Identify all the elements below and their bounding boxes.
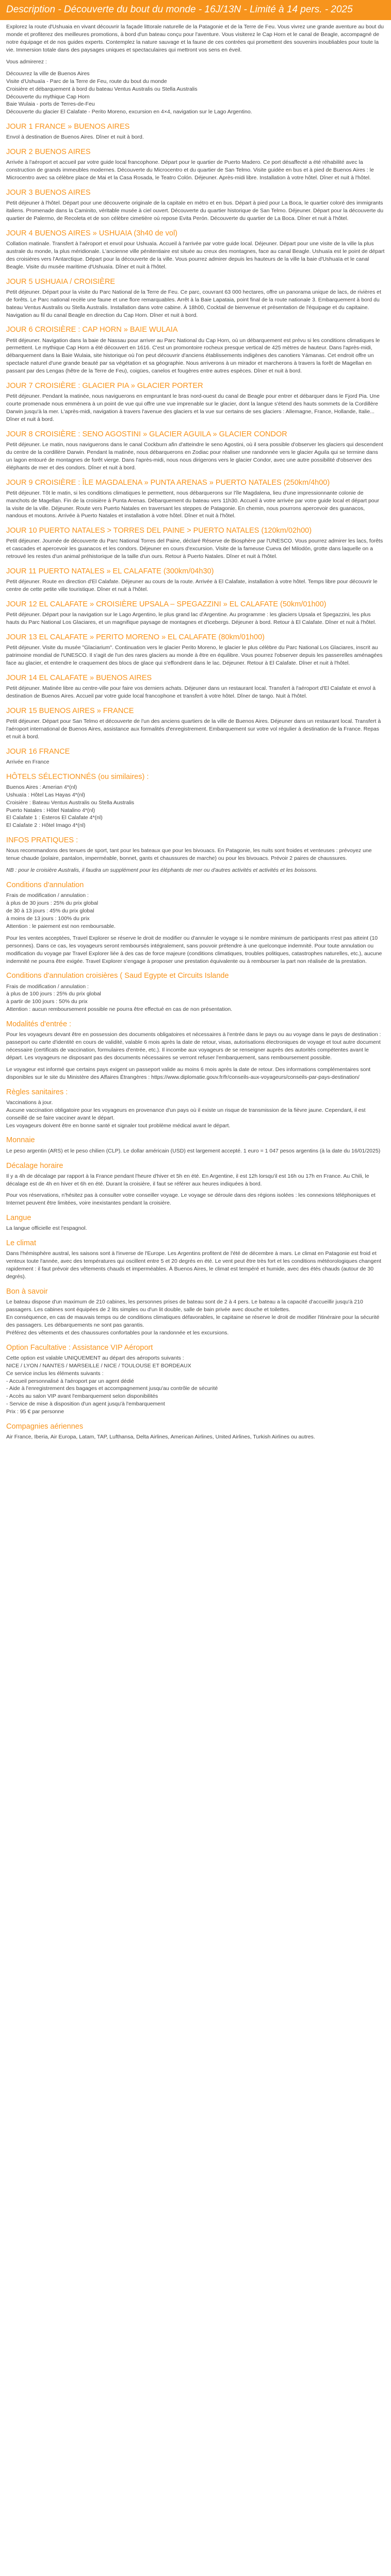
day-title: JOUR 8 CROISIÈRE : SENO AGOSTINI » GLACIER AGUILA » GLACIER CONDOR: [6, 430, 287, 438]
language-title: Langue: [6, 1214, 31, 1223]
payment-title: Modalités d'entrée :: [6, 1020, 72, 1029]
day-text: Arrivée en France: [6, 758, 50, 765]
day-text: Envol à destination de Buenos Aires. Dîner et nuit à bord.: [6, 134, 144, 141]
day-title: JOUR 6 CROISIÈRE : CAP HORN » BAIE WULAIA: [6, 326, 178, 334]
options-title: Option Facultative : Assistance VIP Aéroport: [6, 1343, 153, 1352]
day-title: JOUR 15 BUENOS AIRES » FRANCE: [6, 706, 134, 715]
day-title: JOUR 1 FRANCE » BUENOS AIRES: [6, 123, 130, 131]
day-title: JOUR 13 EL CALAFATE » PERITO MORENO » EL CALAFATE (80km/01h00): [6, 633, 265, 642]
day-title: JOUR 5 USHUAIA / CROISIÈRE: [6, 277, 116, 286]
hotels-title: HÔTELS SÉLECTIONNÉS (ou similaires) :: [6, 772, 149, 781]
day-title: JOUR 16 FRANCE: [6, 747, 70, 756]
practical-text: Nous recommandons des tenues de sport, tant pour les bateaux que pour les bivouacs. En Patagonie, les nuits sont froides et venteuses : prévoyez une tenue chaude (polaire, pantalon, imperméable, bonnet, gants et chaussures de marche) ou pour les bivouacs. Prévoir 2 paires de chaussures.: [6, 848, 372, 862]
language-text: La langue officielle est l'espagnol.: [6, 1225, 87, 1232]
good-to-know-text: Le bateau dispose d'un maximum de 210 cabines, les personnes prises de bateau sont de 2 à 4 pers. Le bateau a la capacité d'accueillir jusqu'à 210 passagers. Les cabines sont équipées de 2 lits simples ou d'un lit double, salle de bain privée avec douche et toilettes. En conséquence, en cas de mauvais temps ou de conditions climatiques défavorables, le capitaine se réserve le droit de modifier l'itinéraire pour la sécurité des passagers. Les débarquements ne sont pas garantis. Préférez des vêtements et des chaussures confortables pour la randonnée et les excursions.: [6, 1299, 380, 1336]
sales-title: Conditions d'annulation: [6, 881, 84, 890]
day-text: Arrivée à l'aéroport et accueil par votre guide local francophone. Départ pour le quartier de Puerto Madero. Ce port désaffecté a été réhabilité avec la construction de grands immeubles modernes. Découverte du Microcentro et du quartier de San Telmo. Visite guidée en bus et à pied de Buenos Aires : le Microcentro avec sa célèbre place de Mai et la Casa Rosada, le Teatro Colón. Déjeuner. Après-midi libre. Installation à votre hôtel. Dîner et nuit à l'hôtel.: [6, 159, 374, 181]
day-text: Petit déjeuner. Le matin, nous naviguerons dans le canal Cockburn afin d'atteindre le seno Agostini, où il sera possible d'observer les glaciers qui descendent du centre de la cordillère Darwin. Pendant la matinée, nous débarquerons en Zodiac pour réaliser une randonnée vers le glacier Aguila qui se termine dans un lagon entouré de montagnes de forêt vierge. Dans l'après-midi, nous nous dirigerons vers le glacier Condor, avec une autre possibilité d'observer des éléphants de mer et des condors. Dîner et nuit à bord.: [6, 441, 383, 471]
day-title: JOUR 4 BUENOS AIRES » USHUAIA (3h40 de vol): [6, 229, 178, 238]
practical-note: NB : pour le croisière Australis, il faudra un supplément pour les éléphants de mer ou d'autres activités et activités et les boissons.: [6, 867, 318, 874]
companies-title: Compagnies aériennes: [6, 1422, 84, 1431]
day-title: JOUR 2 BUENOS AIRES: [6, 148, 91, 157]
route-list: Découvrez la ville de Buenos Aires Visite d'Ushuaïa - Parc de la Terre de Feu, route du bout du monde Croisière et débarquement à bord du bateau Ventus Australis ou Stella Australis Découverte du mythique Cap Horn Baie Wulaia - ports de Terres-de-Feu Découverte du glacier El Calafate - Perito Moreno, excursion en 4×4, navigation sur le Lago Argentino.: [6, 70, 252, 115]
day-text: Petit déjeuner. Matinée libre au centre-ville pour faire vos derniers achats. Déjeuner dans un restaurant local. Transfert à l'aéroport d'El Calafate et envol à destination de Buenos Aires. Accueil par votre guide local francophone et transfert à votre hôtel. Dîner de tango. Nuit à l'hôtel.: [6, 685, 376, 699]
day-text: Petit déjeuner. Pendant la matinée, nous naviguerons en empruntant le bras nord-ouest du canal de Beagle pour entrer et débarquer dans le Fjord Pia. Une courte promenade nous emmènera à un point de vue qui offre une vue imprenable sur le glacier, dont la langue s'étend des hauts sommets de la Cordillère Darwin jusqu'à la mer. L'après-midi, navigation à travers l'avenue des glaciers et la vue sur certains de ses glaciers : Allemagne, France, Hollande, Italie... Dîner et nuit à bord.: [6, 393, 380, 422]
payment-text: Pour les voyageurs devant être en possession des documents obligatoires et nécessaires à l'entrée dans le pays ou au voyage dans le pays de destination : passeport ou carte d'identité en cours de validité, valable 6 mois après la date de retour, visas, autorisations électroniques de voyage et tout autre document nécessaire (certificats de vaccination, formulaires d'entrée, etc.). Il incombe aux voyageurs de se renseigner auprès des autorités compétentes avant le départ. Les voyageurs ne disposant pas des documents nécessaires se verront refuser l'embarquement, sans remboursement possible.: [6, 1031, 381, 1061]
timezone-title: Décalage horaire: [6, 1161, 63, 1170]
day-title: JOUR 11 PUERTO NATALES » EL CALAFATE (300km/04h30): [6, 567, 214, 576]
day-title: JOUR 9 CROISIÈRE : ÎLE MAGDALENA » PUNTA ARENAS » PUERTO NATALES (250km/4h00): [6, 478, 330, 487]
day-title: JOUR 7 CROISIÈRE : GLACIER PIA » GLACIER PORTER: [6, 382, 203, 391]
timezone-text: Il y a 4h de décalage par rapport à la France pendant l'heure d'hiver et 5h en été. En Argentine, il est 12h lorsqu'il est 16h ou 17h en France. Au Chili, le décalage est de 4h en hiver et 6h en été. Durant la croisière, il faut se référer aux heures indiquées à bord.: [6, 1173, 369, 1187]
day-text: Petit déjeuner. Route en direction d'El Calafate. Déjeuner au cours de la route. Arrivée à El Calafate, installation à votre hôtel. Temps libre pour découvrir le centre de cette petite ville touristique. Dîner et nuit à l'hôtel.: [6, 579, 378, 593]
companies-text: Air France, Iberia, Air Europa, Latam, TAP, Lufthansa, Delta Airlines, American Airlines, United Airlines, Turkish Airlines ou autres.: [6, 1434, 315, 1440]
day-title: JOUR 12 EL CALAFATE » CROISIÈRE UPSALA – SPEGAZZINI » EL CALAFATE (50km/01h00): [6, 600, 327, 609]
timezone-extra: Pour vos réservations, n'hésitez pas à consulter votre conseiller voyage. Le voyage se déroule dans des régions isolées : les connexions téléphoniques et Internet peuvent être limitées, voire inexistantes pendant la croisière.: [6, 1192, 376, 1207]
hotels-text: Buenos Aires : Amerian 4*(nl) Ushuaïa : Hôtel Las Hayas 4*(nl) Croisière : Bateau Ventus Australis ou Stella Australis Puerto Natales : Hôtel Natalino 4*(nl) El Calafate 1 : Esteros El Calafate 4*(nl) El Calafate 2 : Hôtel Imago 4*(nl): [6, 784, 135, 829]
currency-text: Le peso argentin (ARS) et le peso chilien (CLP). Le dollar américain (USD) est largement accepté. 1 euro = 1 047 pesos argentins (à la date du 16/01/2025): [6, 1147, 381, 1154]
options-text: Cette option est valable UNIQUEMENT au départ des aéroports suivants : NICE / LYON / NANTES / MARSEILLE / NICE / TOULOUSE ET BORDEAUX Ce service inclus les éléments suivants : - Accueil personnalisé à l'aéroport par un agent dédié - Aide à l'enregistrement des bagages et accompagnement jusqu'au contrôle de sécurité - Accès au salon VIP avant l'embarquement selon disponibilités - Service de mise à disposition d'un agent jusqu'à l'embarquement Prix : 95 € par personne: [6, 1354, 218, 1415]
sales-text: Frais de modification / annulation : à plus de 30 jours : 25% du prix global de 30 à 13 jours : 45% du prix global à moins de 13 jours : 100% du prix Attention : le paiement est non remboursable.: [6, 892, 116, 929]
day-text: Petit déjeuner. Navigation dans la baie de Nassau pour arriver au Parc National du Cap Horn, où un débarquement est prévu si les conditions climatiques le permettent. Le mythique Cap Horn a été découvert en 1616. C'est un promontoire rocheux presque vertical de 425 mètres de hauteur. Dans l'après-midi, débarquement dans la Baie Wulaia, site historique où l'on peut découvrir d'anciens établissements indigènes des canotiers Yámanas. Cet endroit offre un spectacle naturel d'une grande beauté par sa végétation et sa géographie. Nous arriverons à un mirador et marcherons à travers la forêt de Magellan en passant par des Lengas (hêtre de la Terre de Feu), coigües, canelos et fougères entre autres espèces. Dîner et nuit à bord.: [6, 337, 380, 375]
day-text: Petit déjeuner à l'hôtel. Départ pour une découverte originale de la capitale en métro et en bus. Départ à pied pour La Boca, le quartier coloré des immigrants italiens. Promenade dans la Caminito, véritable musée à ciel ouvert. Découverte du quartier historique de San Telmo. Déjeuner. Départ pour la découverte du quartier de Palermo, de Recoleta et de son célèbre cimetière où repose Evita Perón. Découverte du quartier de La Boca. Dîner et nuit à l'hôtel.: [6, 200, 384, 222]
page-header: [0, 0, 391, 20]
page-title: Description - Découverte du bout du monde - 16J/13N - Limité à 14 pers. - 2025: [6, 4, 353, 15]
day-text: Petit déjeuner. Départ pour la navigation sur le Lago Argentino, le plus grand lac d'Argentine. Au programme : les glaciers Upsala et Spegazzini, les plus hauts du Parc National Los Glaciares, et un magnifique paysage de montagnes et d'icebergs. Déjeuner à bord. Retour à El Calafate. Dîner et nuit à l'hôtel.: [6, 612, 377, 626]
day-title: JOUR 14 EL CALAFATE » BUENOS AIRES: [6, 673, 152, 682]
climate-text: Dans l'hémisphère austral, les saisons sont à l'inverse de l'Europe. Les Argentins profitent de l'été de décembre à mars. Le climat en Patagonie est froid et venteux toute l'année, avec des températures qui oscillent entre 5 et 20 degrés en été. Le vent peut être très fort et les conditions météorologiques changent rapidement : il faut prévoir des vêtements chauds et imperméables. À Buenos Aires, le climat est tempéré et humide, avec des étés chauds (autour de 30 degrés).: [6, 1250, 381, 1280]
itinerary: [6, 122, 385, 766]
day-title: JOUR 10 PUERTO NATALES > TORRES DEL PAINE > PUERTO NATALES (120km/02h00): [6, 527, 312, 535]
cancel-title: Conditions d'annulation croisières ( Saud Egypte et Circuits Islande: [6, 972, 229, 980]
day-title: JOUR 3 BUENOS AIRES: [6, 189, 91, 197]
good-to-know-title: Bon à savoir: [6, 1287, 48, 1296]
day-text: Petit déjeuner. Départ pour la visite du Parc National de la Terre de Feu. Ce parc, couvrant 63 000 hectares, offre un panorama unique de lacs, de rivières et de forêts. Le Parc national recèle une faune et une flore remarquables. Arrêt à la Baie Lapataia, point final de la route nationale 3. Embarquement à bord du bateau Ventus Australis ou Stella Australis. Installation dans votre cabine. À 18h00, Cocktail de bienvenue et présentation de l'équipage et du capitaine. Navigation au fil du canal Beagle en direction du Cap Horn. Dîner et nuit à bord.: [6, 289, 381, 318]
day-text: Petit déjeuner. Tôt le matin, si les conditions climatiques le permettent, nous débarquerons sur l'île Magdalena, lieu d'une impressionnante colonie de manchots de Magellan. Fin de la croisière à Punta Arenas. Débarquement du bateau vers 11h30. Accueil à votre arrivée par votre guide local et départ pour la visite de la ville. Déjeuner. Route vers Puerto Natales en traversant les steppes de Patagonie. En chemin, nous pourrons apercevoir des guanacos, nandous et moutons. Arrivée à Puerto Natales et installation à votre hôtel. Dîner et nuit à l'hôtel.: [6, 489, 379, 519]
currency-title: Monnaie: [6, 1136, 35, 1145]
intro-text: Explorez la route d'Ushuaia en vivant découvrir la façade littorale naturelle de la Patagonie et de la Terre de Feu. Vous vivrez une grande aventure au bout du monde et profiterez des meilleures promotions, à bord d'un bateau conçu pour l'aventure. Vous visiterez le Cap Horn et le canal de Beagle, accompagné de notre équipage et de nos guides experts. Contemplez la nature sauvage et la faune de ces contrées qui promettent des souvenirs inoubliables pour toute la vie. Immersion totale dans des paysages uniques et spectaculaires qui mettront vos sens en éveil.: [6, 24, 384, 53]
rules-text: Vaccinations à jour. Aucune vaccination obligatoire pour les voyageurs en provenance d'un pays où il existe un risque de transmission de la fièvre jaune. Cependant, il est conseillé de se faire vacciner avant le départ. Les voyageurs doivent être en bonne santé et signaler tout problème médical avant le départ.: [6, 1099, 366, 1129]
climate-title: Le climat: [6, 1239, 37, 1248]
day-text: Petit déjeuner. Journée de découverte du Parc National Torres del Paine, déclaré Réserve de Biosphère par l'UNESCO. Vous pourrez admirer les lacs, forêts et cascades et apercevoir les guanacos et les condors. Déjeuner en cours d'excursion. Visite de la fameuse Cueva del Milodón, grotte dans laquelle on a retrouvé les restes d'un animal préhistorique de la taille d'un ours. Retour à Puerto Natales. Dîner et nuit à l'hôtel.: [6, 538, 383, 560]
sales-extra: Pour les ventes acceptées, Travel Explorer se réserve le droit de modifier ou d'annuler le voyage si le nombre minimum de participants n'est pas atteint (10 personnes). Dans ce cas, les voyageurs seront remboursés intégralement, sans pouvoir prétendre à une quelconque indemnité. Pour toute annulation ou modification du voyage par Travel Explorer liée à des cas de force majeure (conditions climatiques, troubles politiques, catastrophes naturelles, etc.), aucune indemnité ne pourra être exigée. Travel Explorer s'engage à proposer une prestation équivalente ou à rembourser la part non réalisée de la prestation.: [6, 935, 382, 964]
cancel-text: Frais de modification / annulation : à plus de 100 jours : 25% du prix global à partir de 100 jours : 50% du prix Attention : aucun remboursement possible ne pourra être effectué en cas de non présentation.: [6, 983, 233, 1013]
day-text: Petit déjeuner. Visite du musée "Glaciarium". Continuation vers le glacier Perito Moreno, le glacier le plus célèbre du Parc National Los Glaciares, inscrit au patrimoine mondial de l'UNESCO. Il s'agit de l'un des rares glaciers au monde à être en équilibre. Vous pourrez l'observer depuis les passerelles aménagées face au glacier, et entendre le craquement des blocs de glace qui s'effondrent dans le lac. Déjeuner. Retour à El Calafate. Dîner et nuit à l'hôtel.: [6, 645, 383, 667]
practical-title: INFOS PRATIQUES :: [6, 836, 78, 845]
day-text: Collation matinale. Transfert à l'aéroport et envol pour Ushuaïa. Accueil à l'arrivée par votre guide local. Déjeuner. Départ pour une visite de la ville la plus australe du monde, la plus méridionale. L'ancienne ville pénitentiaire est située au creux des montagnes, face au canal Beagle. Ushuaïa est le point de départ des croisières vers l'Antarctique. Départ pour la découverte de la ville. Vous pourrez admirer depuis les hauteurs de la ville la baie d'Ushuaïa et le canal Beagle. Visite du musée maritime d'Ushuaïa. Dîner et nuit à l'hôtel.: [6, 241, 385, 270]
rules-title: Règles sanitaires :: [6, 1088, 68, 1096]
day-text: Petit déjeuner. Départ pour San Telmo et découverte de l'un des anciens quartiers de la ville de Buenos Aires. Déjeuner dans un restaurant local. Transfert à l'aéroport international de Buenos Aires, assistance aux formalités d'enregistrement. Embarquement sur votre vol régulier à destination de la France. Repas et nuit à bord.: [6, 718, 381, 740]
main-content: [0, 20, 391, 1455]
payment-extra: Le voyageur est informé que certains pays exigent un passeport valide au moins 6 mois après la date de retour. Des informations complémentaires sont disponibles sur le site du Ministère des Affaires Étrangères : https://www.diplomatie.gouv.fr/fr/conseils-aux-voyageurs/conseils-par-pays-destination/: [6, 1066, 371, 1080]
route-title: Vous admirerez :: [6, 58, 47, 65]
